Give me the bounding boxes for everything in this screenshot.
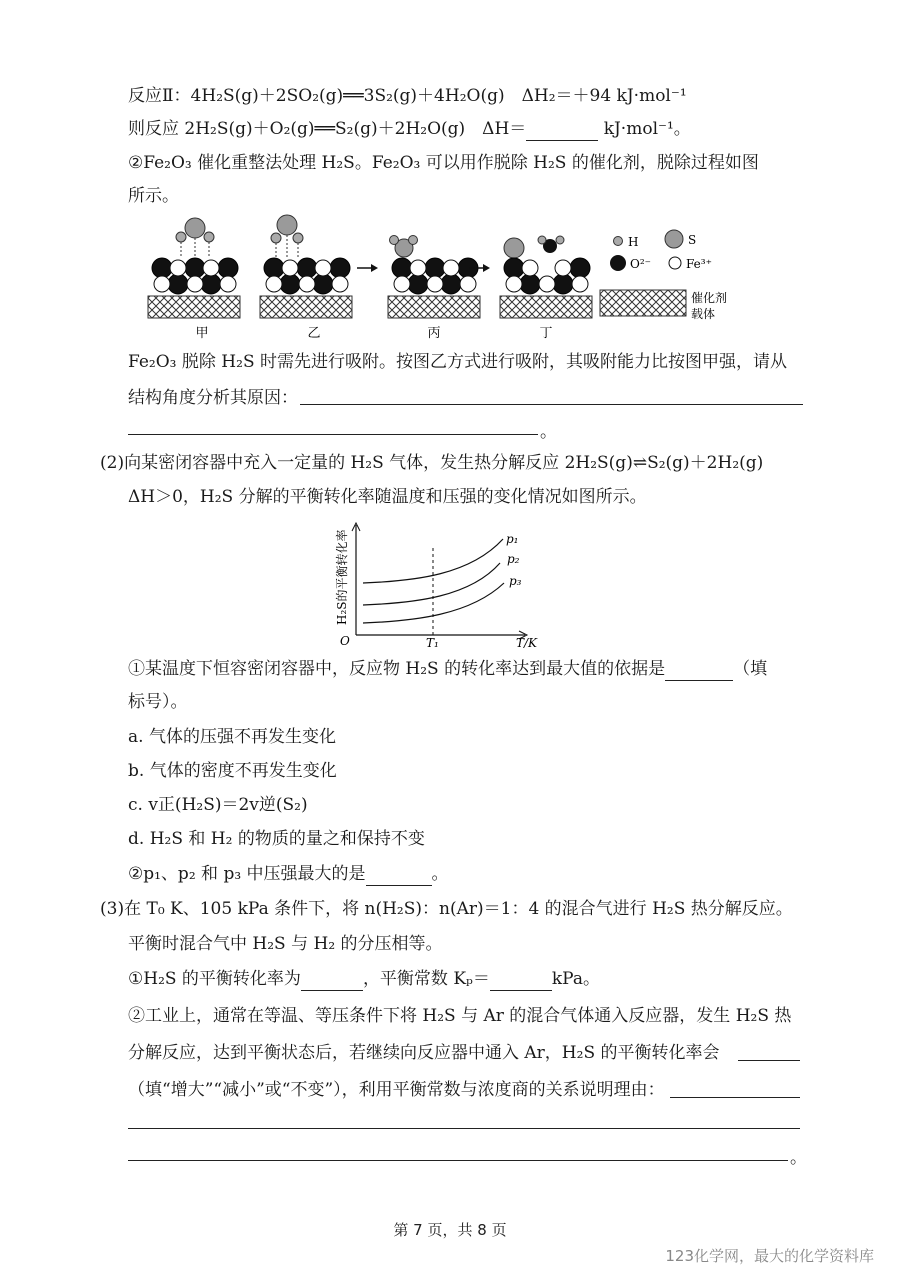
option-a: a. 气体的压强不再发生变化 xyxy=(128,727,336,747)
panel-jia xyxy=(148,218,240,318)
q2-2-text: ②p₁、p₂ 和 p₃ 中压强最大的是 xyxy=(128,864,366,884)
legend-carrier-1: 催化剂 xyxy=(691,291,728,305)
q2-2-end: 。 xyxy=(431,864,449,884)
structure-reason-label: 结构角度分析其原因： xyxy=(128,388,298,408)
q3-2-line-2: 分解反应，达到平衡状态后，若继续向反应器中通入 Ar，H₂S 的平衡转化率会 xyxy=(128,1043,720,1063)
enthalpy-answer-blank[interactable] xyxy=(526,122,598,141)
part-3-stem: (3)在 T₀ K、105 kPa 条件下，将 n(H₂S)：n(Ar)＝1：4 的混合气进行 H₂S 热分解反应。 xyxy=(100,899,793,919)
x-axis-label: T/K xyxy=(516,636,538,650)
reason-2-answer-line-3[interactable] xyxy=(128,1160,788,1161)
adsorption-process-figure xyxy=(140,210,760,345)
site-watermark: 123化学网，最大的化学资料库 xyxy=(665,1247,874,1265)
arrow-1-head xyxy=(371,264,378,272)
adsorption-question-line: Fe₂O₃ 脱除 H₂S 时需先进行吸附。按图乙方式进行吸附，其吸附能力比按图甲强，请从 xyxy=(128,352,787,372)
legend-o: O²⁻ xyxy=(630,257,651,271)
kp-text: ，平衡常数 Kₚ＝ xyxy=(362,969,490,989)
reason-2-answer-line-2[interactable] xyxy=(128,1128,800,1129)
fe2o3-intro-line: ②Fe₂O₃ 催化重整法处理 H₂S。Fe₂O₃ 可以用作脱除 H₂S 的催化剂，脱除过程如图 xyxy=(128,153,759,173)
legend-fe: Fe³⁺ xyxy=(686,257,712,271)
legend-h: H xyxy=(628,235,639,249)
enthalpy-unit: kJ·mol⁻¹。 xyxy=(603,119,691,139)
legend-carrier-2: 载体 xyxy=(691,307,716,321)
t1-label: T₁ xyxy=(426,636,439,650)
target-reaction-text: 则反应 2H₂S(g)＋O₂(g)══S₂(g)＋2H₂O(g) ΔH＝ xyxy=(128,119,527,139)
option-d: d. H₂S 和 H₂ 的物质的量之和保持不变 xyxy=(128,829,425,849)
kp-answer-blank[interactable] xyxy=(490,972,552,991)
q2-2-answer-blank[interactable] xyxy=(366,867,432,886)
part-2-stem-2: ΔH＞0，H₂S 分解的平衡转化率随温度和压强的变化情况如图所示。 xyxy=(128,487,647,507)
reaction-ii-line: 反应Ⅱ：4H₂S(g)＋2SO₂(g)══3S₂(g)＋4H₂O(g) ΔH₂＝＋94 kJ·mol⁻¹ xyxy=(128,86,687,106)
h-atom-icon xyxy=(614,237,623,246)
reason-end-period: 。 xyxy=(540,422,557,442)
label-p3: p₃ xyxy=(509,574,522,588)
q3-1-line xyxy=(128,967,840,991)
carrier-swatch xyxy=(600,290,686,316)
part-3-stem-2: 平衡时混合气中 H₂S 与 H₂ 的分压相等。 xyxy=(128,934,443,954)
q2-1-line xyxy=(128,657,840,681)
fe2o3-intro-line-2: 所示。 xyxy=(128,186,179,206)
q3-2-line: ②工业上，通常在等温、等压条件下将 H₂S 与 Ar 的混合气体通入反应器，发生 H₂S 热 xyxy=(128,1006,792,1026)
part-2-stem: (2)向某密闭容器中充入一定量的 H₂S 气体，发生热分解反应 2H₂S(g)⇌S₂(g)＋2H₂(g) xyxy=(100,453,764,473)
conversion-temperature-chart xyxy=(320,515,560,650)
q2-1-line-2: 标号）。 xyxy=(128,692,188,712)
kp-unit: kPa。 xyxy=(551,969,600,989)
conversion-answer-blank[interactable] xyxy=(301,972,363,991)
label-jia: 甲 xyxy=(195,326,209,341)
panel-bing xyxy=(388,236,480,319)
page-footer: 第 7 页，共 8 页 xyxy=(393,1221,507,1239)
label-yi: 乙 xyxy=(307,326,321,341)
label-p2: p₂ xyxy=(507,552,520,566)
q3-1-text: ①H₂S 的平衡转化率为 xyxy=(128,969,301,989)
origin-label: O xyxy=(340,634,350,648)
reason-answer-line-1[interactable] xyxy=(300,404,803,405)
q3-2-line-3: （填“增大”“减小”或“不变”），利用平衡常数与浓度商的关系说明理由： xyxy=(128,1080,665,1100)
legend xyxy=(600,230,727,321)
q2-1-answer-blank[interactable] xyxy=(665,662,733,681)
label-ding: 丁 xyxy=(539,326,553,341)
q2-1-suffix: （填 xyxy=(733,659,768,679)
label-p1: p₁ xyxy=(506,532,519,546)
target-reaction-line xyxy=(128,117,840,141)
y-axis-label: H₂S的平衡转化率 xyxy=(335,529,349,625)
reason-answer-line-2[interactable] xyxy=(128,434,538,435)
o2-ion-icon xyxy=(610,255,626,271)
q2-2-line xyxy=(128,862,840,886)
arrow-2-head xyxy=(483,264,490,272)
option-b: b. 气体的密度不再发生变化 xyxy=(128,761,337,781)
q2-1-text: ①某温度下恒容密闭容器中，反应物 H₂S 的转化率达到最大值的依据是 xyxy=(128,659,666,679)
reason-2-end-period: 。 xyxy=(790,1148,807,1168)
panel-ding xyxy=(500,236,592,318)
fe3-ion-icon xyxy=(669,257,681,269)
structure-reason-line xyxy=(128,386,840,410)
option-c: c. v正(H₂S)＝2v逆(S₂) xyxy=(128,795,308,815)
label-bing: 丙 xyxy=(427,326,441,341)
reason-2-answer-line-1[interactable] xyxy=(670,1097,800,1098)
curve-p2 xyxy=(363,563,500,605)
panel-yi xyxy=(260,215,352,318)
s-atom-icon xyxy=(665,230,683,248)
trend-answer-blank[interactable] xyxy=(738,1060,800,1061)
legend-s: S xyxy=(688,233,697,247)
